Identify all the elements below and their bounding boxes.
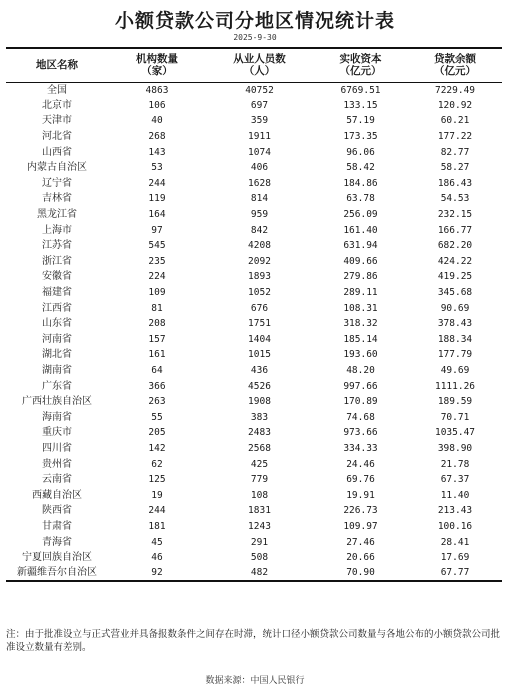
- cell-institutions: 366: [148, 380, 166, 392]
- cell-employees: 2092: [248, 255, 271, 267]
- cell-paid-in-capital: 19.91: [346, 489, 375, 501]
- cell-loan-balance: 213.43: [437, 505, 473, 517]
- cell-employees: 425: [250, 458, 269, 470]
- cell-region: 四川省: [42, 442, 72, 454]
- cell-employees: 697: [250, 99, 269, 111]
- cell-loan-balance: 345.68: [437, 287, 473, 299]
- cell-region: 天津市: [42, 115, 72, 127]
- cell-employees: 1404: [248, 333, 271, 345]
- cell-institutions: 208: [148, 318, 166, 330]
- table-row: [6, 565, 502, 581]
- table-row: [6, 409, 502, 425]
- cell-institutions: 97: [151, 224, 163, 236]
- cell-employees: 2568: [248, 442, 271, 454]
- cell-institutions: 19: [151, 489, 163, 501]
- table-row: [6, 347, 502, 363]
- column-header-employees: 从业人员数 （人）: [206, 48, 313, 82]
- cell-loan-balance: 49.69: [440, 364, 470, 376]
- table-row: [6, 332, 502, 348]
- cell-region: 辽宁省: [42, 177, 72, 189]
- cell-paid-in-capital: 289.11: [343, 287, 378, 299]
- cell-employees: 1751: [248, 318, 271, 330]
- cell-paid-in-capital: 997.66: [343, 380, 378, 392]
- cell-institutions: 224: [148, 271, 166, 283]
- cell-employees: 1908: [248, 396, 271, 408]
- cell-employees: 1831: [248, 505, 271, 517]
- cell-region: 宁夏回族自治区: [22, 552, 92, 564]
- cell-paid-in-capital: 184.86: [343, 177, 378, 189]
- cell-employees: 508: [250, 552, 269, 564]
- table-row: [6, 98, 502, 114]
- cell-region: 山西省: [42, 146, 72, 158]
- cell-region: 贵州省: [42, 458, 72, 470]
- table-row: [6, 191, 502, 207]
- table-row: [6, 441, 502, 457]
- cell-institutions: 235: [148, 255, 166, 267]
- cell-paid-in-capital: 631.94: [343, 240, 378, 252]
- cell-region: 广西壮族自治区: [22, 396, 92, 408]
- cell-loan-balance: 67.77: [408, 565, 502, 581]
- cell-institutions: 244: [148, 177, 166, 189]
- table-row: [6, 129, 502, 145]
- cell-loan-balance: 177.22: [437, 131, 473, 143]
- table-row: [6, 222, 502, 238]
- cell-region: 青海省: [42, 536, 72, 548]
- cell-employees: 1052: [248, 287, 271, 299]
- table-row: [6, 394, 502, 410]
- cell-institutions: 157: [148, 333, 166, 345]
- cell-paid-in-capital: 318.32: [343, 318, 378, 330]
- cell-region: 上海市: [42, 224, 72, 236]
- cell-loan-balance: 166.77: [437, 224, 473, 236]
- cell-paid-in-capital: 63.78: [346, 193, 375, 205]
- cell-loan-balance: 120.92: [437, 99, 473, 111]
- column-header-paid-in-capital: 实收资本 （亿元）: [313, 48, 408, 82]
- cell-institutions: 92: [108, 565, 206, 581]
- cell-region: 重庆市: [42, 427, 72, 439]
- cell-loan-balance: 189.59: [437, 396, 473, 408]
- table-row: [6, 144, 502, 160]
- cell-employees: 436: [250, 364, 269, 376]
- cell-region: 陕西省: [42, 505, 72, 517]
- cell-institutions: 106: [148, 99, 166, 111]
- cell-loan-balance: 17.69: [440, 552, 470, 564]
- cell-paid-in-capital: 109.97: [343, 520, 378, 532]
- cell-paid-in-capital: 170.89: [343, 396, 378, 408]
- cell-paid-in-capital: 57.19: [346, 115, 375, 127]
- cell-institutions: 64: [151, 364, 163, 376]
- table-row: [6, 238, 502, 254]
- cell-paid-in-capital: 108.31: [343, 302, 378, 314]
- cell-loan-balance: 60.21: [440, 115, 470, 127]
- cell-region: 广东省: [42, 380, 72, 392]
- cell-institutions: 45: [151, 536, 163, 548]
- table-row: [6, 503, 502, 519]
- table-row: [6, 285, 502, 301]
- table-row: [6, 160, 502, 176]
- cell-employees: 2483: [248, 427, 271, 439]
- cell-region: 河北省: [42, 131, 72, 143]
- cell-loan-balance: 1111.26: [434, 380, 476, 392]
- footnote: 注：由于批准设立与正式营业并具备报数条件之间存在时滞，统计口径小额贷款公司数量与各地公布的小额贷款公司批准设立数量有差别。: [6, 629, 501, 653]
- cell-paid-in-capital: 58.42: [346, 162, 375, 174]
- cell-loan-balance: 186.43: [437, 177, 473, 189]
- table-row: [6, 487, 502, 503]
- cell-institutions: 125: [148, 474, 166, 486]
- cell-employees: 4526: [248, 380, 271, 392]
- table-row: [6, 82, 502, 98]
- page-title: 小额贷款公司分地区情况统计表: [114, 10, 395, 32]
- cell-employees: 383: [250, 411, 269, 423]
- cell-paid-in-capital: 69.76: [346, 474, 375, 486]
- table-row: [6, 363, 502, 379]
- data-source: 数据来源：中国人民银行: [205, 676, 305, 686]
- cell-employees: 1015: [248, 349, 271, 361]
- cell-employees: 676: [250, 302, 269, 314]
- cell-institutions: 46: [151, 552, 163, 564]
- cell-region: 吉林省: [42, 193, 72, 205]
- cell-loan-balance: 232.15: [437, 209, 473, 221]
- cell-institutions: 263: [148, 396, 166, 408]
- cell-employees: 779: [250, 474, 269, 486]
- cell-region: 全国: [47, 84, 67, 96]
- cell-region: 山东省: [42, 318, 72, 330]
- cell-loan-balance: 90.69: [440, 302, 470, 314]
- cell-loan-balance: 58.27: [440, 162, 470, 174]
- cell-employees: 1893: [248, 271, 271, 283]
- cell-region: 西藏自治区: [32, 489, 82, 501]
- cell-institutions: 545: [148, 240, 166, 252]
- cell-institutions: 109: [148, 287, 166, 299]
- cell-employees: 959: [250, 209, 269, 221]
- cell-paid-in-capital: 6769.51: [340, 84, 381, 96]
- cell-region: 云南省: [42, 474, 72, 486]
- table-row: [6, 176, 502, 192]
- cell-paid-in-capital: 226.73: [343, 505, 378, 517]
- cell-paid-in-capital: 973.66: [343, 427, 378, 439]
- table-row: [6, 113, 502, 129]
- table-row: [6, 378, 502, 394]
- cell-loan-balance: 70.71: [440, 411, 470, 423]
- cell-paid-in-capital: 185.14: [343, 333, 378, 345]
- cell-region: 北京市: [42, 99, 72, 111]
- cell-region: 海南省: [42, 411, 72, 423]
- cell-institutions: 164: [148, 209, 166, 221]
- cell-employees: 291: [250, 536, 269, 548]
- cell-region: 安徽省: [42, 271, 72, 283]
- cell-loan-balance: 82.77: [440, 146, 470, 158]
- cell-loan-balance: 419.25: [437, 271, 473, 283]
- cell-loan-balance: 28.41: [440, 536, 470, 548]
- cell-employees: 1911: [248, 131, 271, 143]
- table-row: [6, 207, 502, 223]
- cell-paid-in-capital: 256.09: [343, 209, 378, 221]
- cell-institutions: 62: [151, 458, 163, 470]
- cell-paid-in-capital: 96.06: [346, 146, 375, 158]
- cell-employees: 482: [206, 565, 313, 581]
- column-header-region: 地区名称: [6, 48, 108, 82]
- cell-institutions: 268: [148, 131, 166, 143]
- cell-institutions: 81: [151, 302, 163, 314]
- cell-paid-in-capital: 133.15: [343, 99, 378, 111]
- table-body: [6, 82, 502, 581]
- cell-paid-in-capital: 279.86: [343, 271, 378, 283]
- cell-employees: 406: [250, 162, 269, 174]
- cell-institutions: 143: [148, 146, 166, 158]
- cell-institutions: 40: [151, 115, 163, 127]
- cell-region: 江苏省: [42, 240, 72, 252]
- cell-paid-in-capital: 193.60: [343, 349, 378, 361]
- cell-employees: 814: [250, 193, 269, 205]
- cell-institutions: 205: [148, 427, 166, 439]
- cell-paid-in-capital: 173.35: [343, 131, 378, 143]
- cell-paid-in-capital: 74.68: [346, 411, 375, 423]
- cell-paid-in-capital: 70.90: [313, 565, 408, 581]
- cell-paid-in-capital: 409.66: [343, 255, 378, 267]
- cell-employees: 1243: [248, 520, 271, 532]
- cell-loan-balance: 21.78: [440, 458, 470, 470]
- cell-loan-balance: 1035.47: [434, 427, 476, 439]
- table-row: [6, 269, 502, 285]
- cell-region: 河南省: [42, 333, 72, 345]
- cell-paid-in-capital: 27.46: [346, 536, 375, 548]
- cell-employees: 359: [250, 115, 269, 127]
- cell-paid-in-capital: 20.66: [346, 552, 375, 564]
- cell-region: 江西省: [42, 302, 72, 314]
- cell-loan-balance: 682.20: [437, 240, 473, 252]
- table-row: [6, 519, 502, 535]
- cell-institutions: 161: [148, 349, 166, 361]
- table-row: [6, 456, 502, 472]
- cell-region: 内蒙古自治区: [27, 162, 87, 174]
- table-row: [6, 534, 502, 550]
- cell-institutions: 53: [151, 162, 163, 174]
- statistics-table: [6, 47, 502, 582]
- cell-paid-in-capital: 48.20: [346, 364, 375, 376]
- cell-region: 黑龙江省: [37, 209, 77, 221]
- cell-region: 浙江省: [42, 255, 72, 267]
- cell-institutions: 142: [148, 442, 166, 454]
- table-row: [6, 254, 502, 270]
- cell-loan-balance: 67.37: [440, 474, 470, 486]
- cell-employees: 842: [250, 224, 269, 236]
- cell-loan-balance: 188.34: [437, 333, 473, 345]
- table-row: [6, 425, 502, 441]
- cell-loan-balance: 100.16: [437, 520, 473, 532]
- cell-institutions: 244: [148, 505, 166, 517]
- table-row: [6, 316, 502, 332]
- cell-region: 湖南省: [42, 364, 72, 376]
- cell-paid-in-capital: 161.40: [343, 224, 378, 236]
- column-header-institutions: 机构数量 （家）: [108, 48, 206, 82]
- column-header-loan-balance: 贷款余额 （亿元）: [408, 48, 502, 82]
- cell-employees: 1628: [248, 177, 271, 189]
- cell-loan-balance: 177.79: [437, 349, 473, 361]
- cell-institutions: 4863: [145, 84, 169, 96]
- cell-employees: 4208: [248, 240, 271, 252]
- cell-loan-balance: 398.90: [437, 442, 473, 454]
- cell-employees: 108: [250, 489, 269, 501]
- cell-region: 新疆维吾尔自治区: [6, 565, 108, 581]
- cell-loan-balance: 54.53: [440, 193, 470, 205]
- cell-loan-balance: 11.40: [440, 489, 470, 501]
- cell-employees: 1074: [248, 146, 271, 158]
- cell-institutions: 119: [148, 193, 166, 205]
- table-row: [6, 300, 502, 316]
- cell-paid-in-capital: 24.46: [346, 458, 375, 470]
- cell-institutions: 181: [148, 520, 166, 532]
- table-header-row: [6, 48, 502, 82]
- cell-region: 福建省: [42, 287, 72, 299]
- table-row: [6, 550, 502, 566]
- table-row: [6, 472, 502, 488]
- cell-loan-balance: 378.43: [437, 318, 473, 330]
- cell-loan-balance: 424.22: [437, 255, 473, 267]
- cell-region: 湖北省: [42, 349, 72, 361]
- cell-region: 甘肃省: [42, 520, 72, 532]
- report-date: 2025-9-30: [233, 33, 277, 42]
- cell-employees: 40752: [245, 84, 274, 96]
- cell-institutions: 55: [151, 411, 163, 423]
- cell-loan-balance: 7229.49: [434, 84, 476, 96]
- cell-paid-in-capital: 334.33: [343, 442, 378, 454]
